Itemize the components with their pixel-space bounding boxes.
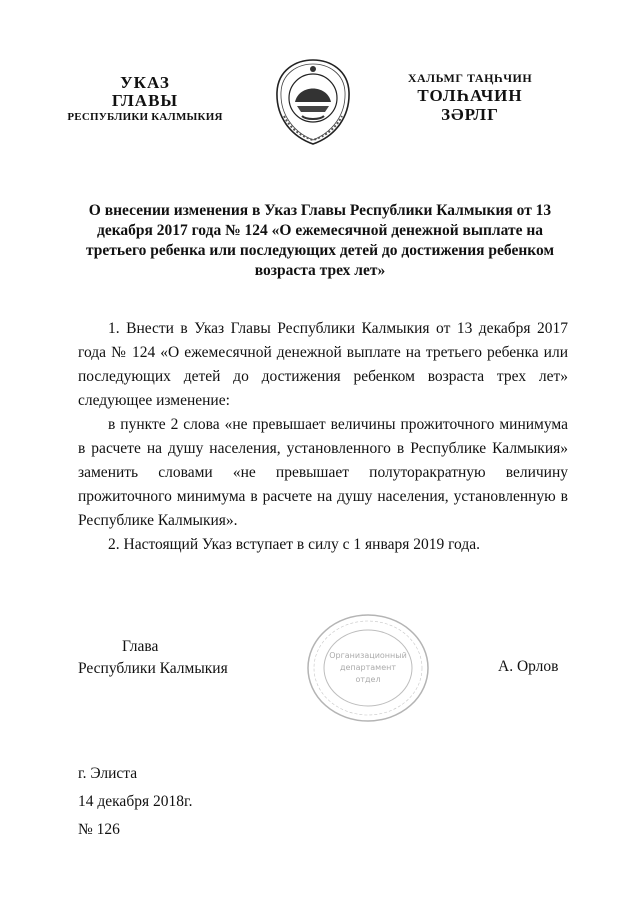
decree-footer — [78, 760, 192, 844]
header-right-line-2: ТОЛҺАЧИН — [417, 85, 523, 105]
signature-title — [78, 636, 228, 680]
signature-title-line-2: Республики Калмыкия — [78, 660, 228, 677]
seal-line-1: Организационный — [329, 651, 407, 660]
paragraph-1: 1. Внести в Указ Главы Республики Калмыкия от 13 декабря 2017 года № 124 «О ежемесячной денежной выплате на третьего ребенка или последующих детей до достижения ребенком возраста трех лет» следующее изменение: — [78, 320, 568, 409]
seal-line-2: департамент — [339, 663, 397, 672]
header-left-line-1: УКАЗ — [120, 73, 170, 92]
paragraph-3: 2. Настоящий Указ вступает в силу с 1 января 2019 года. — [108, 536, 480, 553]
header-right-line-1: ХАЛЬМГ ТАҢҺЧИН — [407, 71, 533, 85]
coat-of-arms-icon — [272, 56, 354, 148]
header-left-russian — [60, 74, 230, 123]
footer-city: г. Элиста — [78, 765, 138, 782]
header-left-line-2: ГЛАВЫ — [111, 90, 179, 110]
decree-body — [78, 317, 568, 557]
signatory-name: А. Орлов — [498, 658, 559, 675]
footer-date: 14 декабря 2018г. — [78, 793, 193, 810]
header-left-line-3: РЕСПУБЛИКИ КАЛМЫКИЯ — [67, 110, 223, 123]
header-right-line-3: ЗӘРЛГ — [441, 105, 499, 125]
paragraph-2: в пункте 2 слова «не превышает величины прожиточного минимума в расчете на душу населения, установленного в Республике Калмыкия» заменить словами «не превышает полуторакратную величину прожиточного минимума в расчете на душу населения, установленную в Республике Калмыкия». — [78, 416, 568, 529]
seal-line-3: отдел — [355, 675, 381, 684]
header-right-kalmyk — [400, 72, 540, 125]
footer-number: № 126 — [78, 821, 120, 838]
decree-title: О внесении изменения в Указ Главы Республики Калмыкия от 13 декабря 2017 года № 124 «О ежемесячной денежной выплате на третьего ребенка или последующих детей до достижения ребенком возраста трех лет» — [85, 202, 555, 279]
official-seal-icon — [305, 612, 431, 724]
signature-title-line-1: Глава — [122, 638, 159, 655]
